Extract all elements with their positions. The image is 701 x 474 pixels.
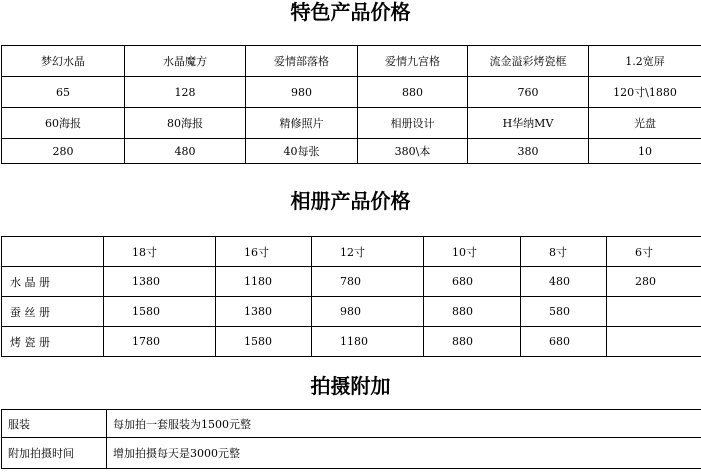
table-cell: 280 (2, 139, 125, 164)
table-header-cell (2, 237, 104, 267)
table-cell: 480 (125, 139, 246, 164)
table-cell: 880 (424, 327, 521, 357)
table-cell: 880 (358, 77, 468, 108)
table-header-cell: 10寸 (424, 237, 521, 267)
table-cell: 蚕 丝 册 (2, 297, 104, 327)
table-cell: 60海报 (2, 108, 125, 139)
table-cell: 相册设计 (358, 108, 468, 139)
table-cell: 40每张 (246, 139, 358, 164)
table-cell: 10 (589, 139, 701, 164)
table-cell: 80海报 (125, 108, 246, 139)
featured-price-table (1, 45, 701, 164)
table-cell: 服装 (2, 410, 107, 438)
album-price-table (1, 236, 701, 357)
featured-price-title: 特色产品价格 (290, 0, 411, 24)
table-header-cell: 12寸 (312, 237, 424, 267)
table-cell: 680 (521, 327, 607, 357)
table-cell: 1580 (216, 327, 312, 357)
table-cell: 128 (125, 77, 246, 108)
table-row (2, 327, 701, 357)
table-cell (607, 297, 701, 327)
table-cell: 65 (2, 77, 125, 108)
table-cell: 爱情九宫格 (358, 46, 468, 77)
table-header-cell: 6寸 (607, 237, 701, 267)
table-row (2, 77, 701, 108)
table-row (2, 297, 701, 327)
table-cell: 680 (424, 267, 521, 297)
table-cell: 580 (521, 297, 607, 327)
table-cell: 梦幻水晶 (2, 46, 125, 77)
table-cell: 980 (312, 297, 424, 327)
table-cell: 爱情部落格 (246, 46, 358, 77)
table-cell: 1580 (104, 297, 216, 327)
table-row (2, 46, 701, 77)
table-cell: 480 (521, 267, 607, 297)
table-header-cell: 8寸 (521, 237, 607, 267)
table-row (2, 410, 701, 438)
table-cell: 精修照片 (246, 108, 358, 139)
table-row (2, 237, 701, 267)
table-cell: 760 (468, 77, 589, 108)
table-cell: 980 (246, 77, 358, 108)
table-cell: 流金溢彩烤瓷框 (468, 46, 589, 77)
table-cell: H华纳MV (468, 108, 589, 139)
table-cell: 880 (424, 297, 521, 327)
table-row (2, 267, 701, 297)
table-cell: 水晶魔方 (125, 46, 246, 77)
album-price-title: 相册产品价格 (290, 189, 411, 213)
table-cell: 光盘 (589, 108, 701, 139)
table-row (2, 139, 701, 164)
table-cell: 380 (468, 139, 589, 164)
table-cell: 1.2宽屏 (589, 46, 701, 77)
table-cell: 1180 (312, 327, 424, 357)
table-cell: 每加拍一套服装为1500元整 (107, 410, 701, 438)
table-cell: 水 晶 册 (2, 267, 104, 297)
table-cell: 120寸\1880 (589, 77, 701, 108)
table-header-cell: 16寸 (216, 237, 312, 267)
table-cell: 280 (607, 267, 701, 297)
table-cell (607, 327, 701, 357)
table-row (2, 438, 701, 469)
table-cell: 1380 (104, 267, 216, 297)
shooting-extras-title: 拍摄附加 (310, 374, 391, 398)
table-cell: 附加拍摄时间 (2, 438, 107, 469)
table-cell: 780 (312, 267, 424, 297)
table-cell: 1180 (216, 267, 312, 297)
table-cell: 1780 (104, 327, 216, 357)
shooting-extras-table (1, 409, 701, 469)
table-cell: 增加拍摄每天是3000元整 (107, 438, 701, 469)
table-row (2, 108, 701, 139)
table-cell: 烤 瓷 册 (2, 327, 104, 357)
table-header-cell: 18寸 (104, 237, 216, 267)
table-cell: 380\本 (358, 139, 468, 164)
table-cell: 1380 (216, 297, 312, 327)
